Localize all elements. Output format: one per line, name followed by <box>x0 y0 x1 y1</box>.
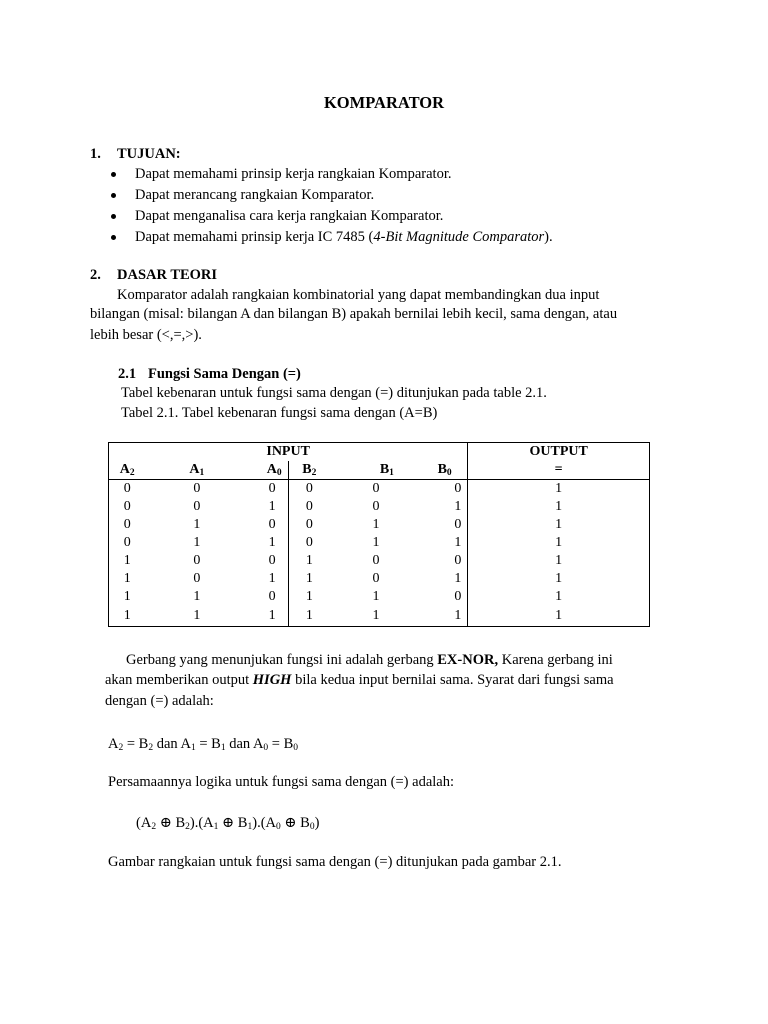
truth-table <box>108 442 650 627</box>
subsection-line: Tabel kebenaran untuk fungsi sama dengan (=) ditunjukan pada table 2.1. <box>121 385 547 401</box>
paragraph-line: bilangan (misal: bilangan A dan bilangan B) apakah bernilai lebih kecil, sama dengan, atau <box>90 306 618 322</box>
table-caption: Tabel 2.1. Tabel kebenaran fungsi sama dengan (A=B) <box>121 405 438 421</box>
table-row: 0 0 1 0 0 1 1 <box>109 498 650 516</box>
paragraph-line: Gerbang yang menunjukan fungsi ini adalah gerbang EX-NOR, Karena gerbang ini <box>126 652 613 668</box>
column-header-b2: $B_2$ <box>288 461 330 480</box>
subsection-number: 2.1 <box>118 366 137 382</box>
section-2-heading: DASAR TEORI <box>117 267 218 283</box>
paragraph-line: akan memberikan output HIGH bila kedua input bernilai sama. Syarat dari fungsi sama <box>105 672 614 688</box>
high-term: HIGH <box>252 672 292 688</box>
bullet-item: Dapat merancang rangkaian Komparator. <box>135 187 375 203</box>
section-1-number: 1. <box>90 146 101 162</box>
page-title: KOMPARATOR <box>323 93 445 112</box>
paragraph-line: dengan (=) adalah: <box>105 693 214 709</box>
column-header-a1: $A_1$ <box>145 461 248 480</box>
logic-formula: ($A_2$ ⊕ $B_2).(A_1$ ⊕ $B_1).(A_0$ ⊕ $B_0$) <box>136 815 320 832</box>
bullet-icon <box>111 214 116 219</box>
section-1-heading: TUJUAN: <box>117 146 181 162</box>
table-row: 0 0 0 0 0 0 1 <box>109 480 650 499</box>
column-header-b0: $B_0$ <box>422 461 468 480</box>
table-row: 1 1 0 1 1 0 1 <box>109 588 650 606</box>
bullet-item: Dapat menganalisa cara kerja rangkaian Komparator. <box>135 208 444 224</box>
column-header-a2: $A_2$ <box>109 461 146 480</box>
bullet-text: Dapat memahami prinsip kerja IC 7485 ( <box>135 229 374 245</box>
bullet-italic-text: 4-Bit Magnitude Comparator <box>373 229 545 245</box>
input-header: INPUT <box>109 443 468 462</box>
paragraph-line: lebih besar (<,=,>). <box>90 327 202 343</box>
output-column-header: = <box>468 461 650 480</box>
bullet-text: ). <box>544 229 553 245</box>
table-row: 1 1 1 1 1 1 1 <box>109 606 650 627</box>
bullet-icon <box>111 172 116 177</box>
table-row: 0 1 1 0 1 1 1 <box>109 534 650 552</box>
paragraph-line: Gambar rangkaian untuk fungsi sama dengan (=) ditunjukan pada gambar 2.1. <box>108 854 562 870</box>
table-row: 1 0 1 1 0 1 1 <box>109 570 650 588</box>
bullet-item <box>135 228 553 246</box>
equality-condition: $A_2 = B_2$ dan $A_1 = B_1$ dan $A_0 = B_0$ <box>108 736 299 753</box>
subsection-heading: Fungsi Sama Dengan (=) <box>148 366 301 382</box>
table-row: 0 1 0 0 1 0 1 <box>109 516 650 534</box>
bullet-item: Dapat memahami prinsip kerja rangkaian Komparator. <box>135 166 452 182</box>
column-header-b1: $B_1$ <box>330 461 422 480</box>
output-header: OUTPUT <box>468 443 650 462</box>
table-row: 1 0 0 1 0 0 1 <box>109 552 650 570</box>
paragraph-line: Persamaannya logika untuk fungsi sama dengan (=) adalah: <box>108 774 455 790</box>
ex-nor-term: EX-NOR, <box>437 652 499 668</box>
bullet-icon <box>111 235 116 240</box>
section-2-number: 2. <box>90 267 101 283</box>
paragraph-line: Komparator adalah rangkaian kombinatorial yang dapat membandingkan dua input <box>117 287 600 303</box>
bullet-icon <box>111 193 116 198</box>
column-header-a0: $A_0$ <box>248 461 288 480</box>
